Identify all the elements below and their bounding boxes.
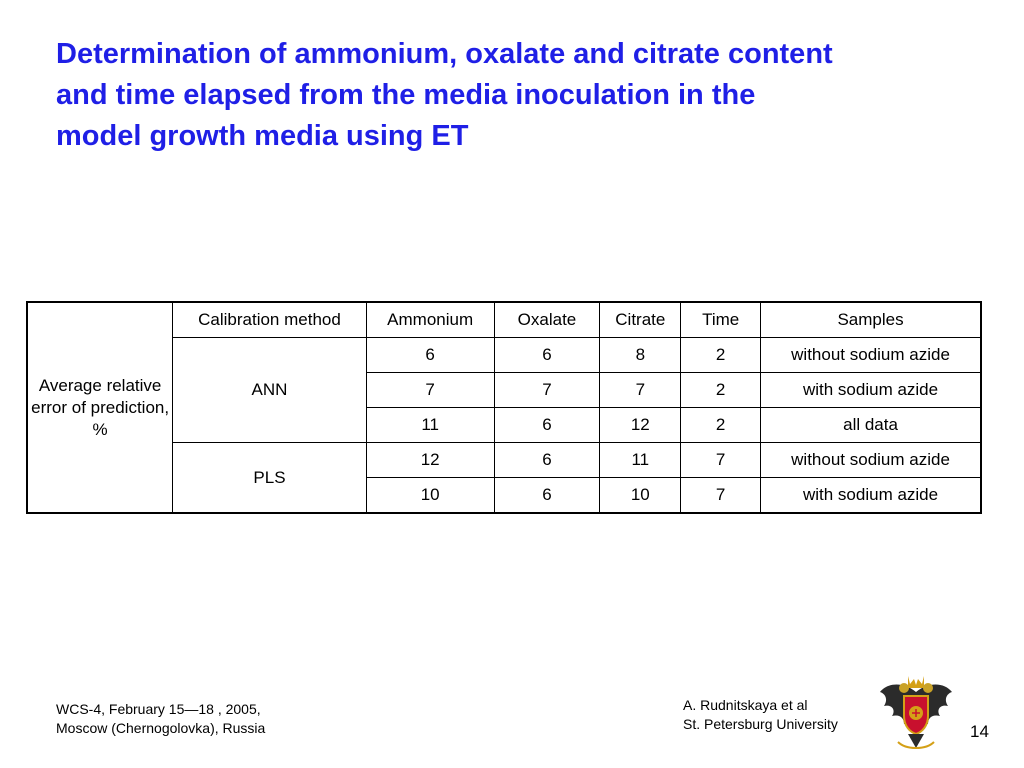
footer-conference-line: WCS-4, February 15—18 , 2005, bbox=[56, 701, 261, 717]
footer-conference bbox=[56, 700, 265, 738]
footer-author-line: St. Petersburg University bbox=[683, 716, 838, 732]
cell-oxalate: 6 bbox=[494, 443, 600, 478]
footer-author-line: A. Rudnitskaya et al bbox=[683, 697, 808, 713]
header-citrate: Citrate bbox=[600, 302, 681, 338]
header-time: Time bbox=[681, 302, 761, 338]
cell-ammonium: 7 bbox=[366, 373, 494, 408]
table-header-row bbox=[27, 302, 981, 338]
method-cell-ann: ANN bbox=[173, 338, 367, 443]
cell-samples: without sodium azide bbox=[761, 443, 981, 478]
university-coat-of-arms-icon bbox=[874, 670, 958, 754]
cell-citrate: 11 bbox=[600, 443, 681, 478]
cell-samples: without sodium azide bbox=[761, 338, 981, 373]
cell-time: 2 bbox=[681, 338, 761, 373]
cell-ammonium: 10 bbox=[366, 478, 494, 514]
header-samples: Samples bbox=[761, 302, 981, 338]
row-label-cell: Average relative error of prediction, % bbox=[27, 302, 173, 513]
cell-citrate: 10 bbox=[600, 478, 681, 514]
slide-title-line: Determination of ammonium, oxalate and citrate content bbox=[56, 38, 833, 70]
cell-samples: with sodium azide bbox=[761, 373, 981, 408]
footer-conference-line: Moscow (Chernogolovka), Russia bbox=[56, 720, 266, 736]
cell-time: 2 bbox=[681, 373, 761, 408]
cell-oxalate: 7 bbox=[494, 373, 600, 408]
slide-title-line: model growth media using ET bbox=[56, 120, 469, 152]
cell-oxalate: 6 bbox=[494, 338, 600, 373]
cell-ammonium: 12 bbox=[366, 443, 494, 478]
cell-citrate: 7 bbox=[600, 373, 681, 408]
header-calibration-method: Calibration method bbox=[173, 302, 367, 338]
cell-oxalate: 6 bbox=[494, 408, 600, 443]
results-table bbox=[26, 301, 982, 514]
cell-citrate: 12 bbox=[600, 408, 681, 443]
page-number: 14 bbox=[970, 722, 989, 741]
slide-title-line: and time elapsed from the media inoculation in the bbox=[56, 79, 756, 111]
cell-samples: with sodium azide bbox=[761, 478, 981, 514]
cell-ammonium: 11 bbox=[366, 408, 494, 443]
footer-author bbox=[683, 696, 838, 734]
cell-ammonium: 6 bbox=[366, 338, 494, 373]
cell-citrate: 8 bbox=[600, 338, 681, 373]
cell-time: 7 bbox=[681, 478, 761, 514]
cell-time: 7 bbox=[681, 443, 761, 478]
cell-samples: all data bbox=[761, 408, 981, 443]
slide-title bbox=[56, 34, 996, 157]
header-oxalate: Oxalate bbox=[494, 302, 600, 338]
method-cell-pls: PLS bbox=[173, 443, 367, 514]
header-ammonium: Ammonium bbox=[366, 302, 494, 338]
cell-time: 2 bbox=[681, 408, 761, 443]
cell-oxalate: 6 bbox=[494, 478, 600, 514]
